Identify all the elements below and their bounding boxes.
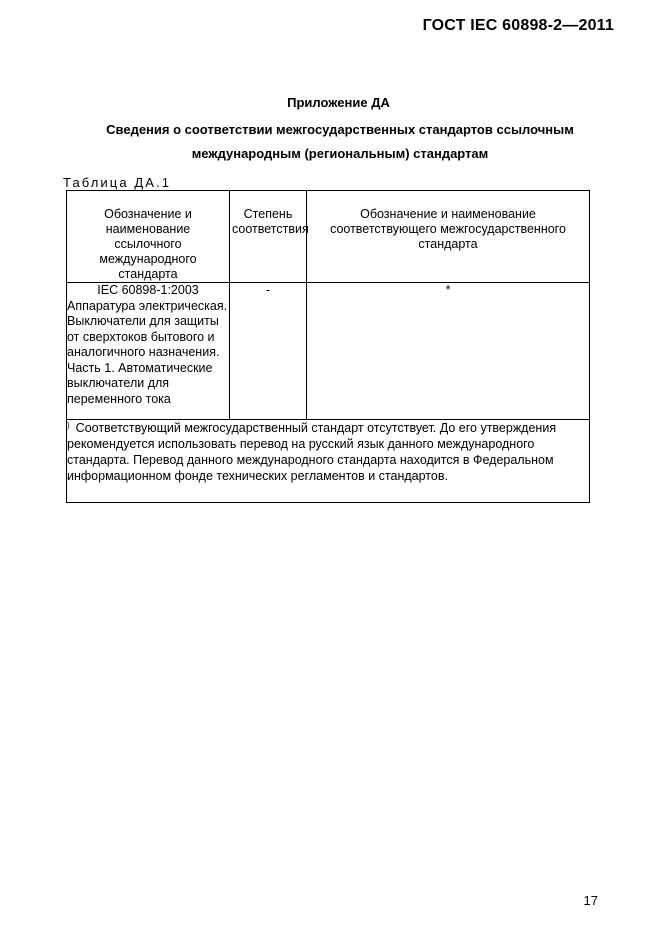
standard-header: ГОСТ IEC 60898-2—2011 bbox=[422, 17, 614, 34]
footnote-cell bbox=[67, 420, 590, 503]
reference-standard-cell bbox=[67, 283, 230, 420]
annex-title: Приложение ДА bbox=[287, 95, 390, 110]
table-header-row bbox=[67, 191, 590, 283]
table-row bbox=[67, 283, 590, 420]
column-header-reference-standard bbox=[67, 191, 230, 283]
annex-subtitle: Сведения о соответствии межгосударственных стандартов ссылочным международным (региональным) стандартам bbox=[106, 122, 574, 161]
footnote-text: Соответствующий межгосударственный стандарт отсутствует. До его утверждения рекомендуется использовать перевод на русский язык данного международного стандарта. Перевод данного международного стандарта находится в Федеральном информационном фонде технических регламентов и стандартов. bbox=[67, 421, 557, 483]
column-header-interstate-standard bbox=[307, 191, 590, 283]
column-header-label: Степень соответствия bbox=[232, 207, 309, 236]
page-number: 17 bbox=[583, 893, 598, 908]
degree-cell: - bbox=[230, 283, 307, 420]
footnote-row bbox=[67, 420, 590, 503]
table-caption: Таблица ДА.1 bbox=[63, 175, 172, 190]
column-header-degree bbox=[230, 191, 307, 283]
footnote-mark: ) bbox=[67, 421, 70, 430]
interstate-standard-cell: * bbox=[307, 283, 590, 420]
column-header-label: Обозначение и наименование ссылочного международного стандарта bbox=[99, 207, 197, 281]
column-header-label: Обозначение и наименование соответствующего межгосударственного стандарта bbox=[330, 207, 566, 251]
reference-standard-code: IEC 60898-1:2003 bbox=[97, 283, 199, 297]
correspondence-table bbox=[66, 190, 590, 503]
reference-standard-name: Аппаратура электрическая. Выключатели для защиты от сверхтоков бытового и аналогичного назначения. Часть 1. Автоматические выключатели для переменного тока bbox=[67, 298, 228, 406]
